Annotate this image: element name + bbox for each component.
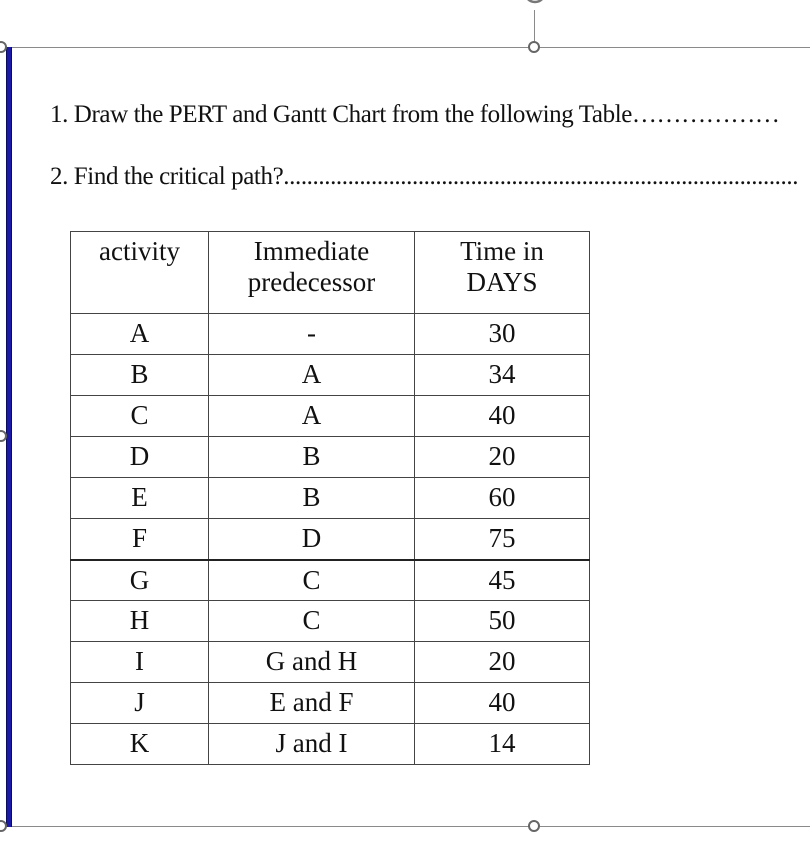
question-2: 2. Find the critical path?........................................................................................: [50, 163, 799, 190]
header-time: [415, 232, 590, 314]
cell-activity: J: [71, 683, 209, 724]
cell-activity: H: [71, 601, 209, 642]
table-row: [71, 396, 590, 437]
rotate-handle-stem: [534, 10, 535, 42]
cell-activity: D: [71, 437, 209, 478]
cell-time: 20: [415, 642, 590, 683]
table-row: [71, 519, 590, 560]
cell-activity: B: [71, 355, 209, 396]
table-row: [71, 642, 590, 683]
header-time-line2: DAYS: [466, 267, 538, 298]
cell-predecessor: E and F: [209, 683, 415, 724]
resize-handle-top-middle[interactable]: [528, 41, 540, 53]
cell-activity: K: [71, 724, 209, 765]
cell-time: 34: [415, 355, 590, 396]
cell-predecessor: C: [209, 560, 415, 601]
cell-predecessor: B: [209, 478, 415, 519]
table-row: [71, 601, 590, 642]
cell-predecessor: G and H: [209, 642, 415, 683]
selection-frame-top: [0, 47, 810, 48]
table-row: [71, 683, 590, 724]
rotate-icon[interactable]: [520, 0, 550, 10]
header-predecessor: [209, 232, 415, 314]
cell-activity: G: [71, 560, 209, 601]
cell-time: 75: [415, 519, 590, 560]
header-time-line1: Time in: [460, 236, 544, 266]
cell-predecessor: A: [209, 396, 415, 437]
cell-activity: C: [71, 396, 209, 437]
table-row: [71, 478, 590, 519]
header-predecessor-line1: Immediate: [253, 236, 370, 266]
cell-time: 40: [415, 396, 590, 437]
cell-predecessor: D: [209, 519, 415, 560]
selection-frame-bottom: [0, 826, 810, 827]
header-activity: [71, 232, 209, 314]
cell-time: 50: [415, 601, 590, 642]
cell-predecessor: J and I: [209, 724, 415, 765]
question-1: 1. Draw the PERT and Gantt Chart from the following Table………………: [50, 101, 780, 128]
cell-time: 30: [415, 314, 590, 355]
cell-time: 14: [415, 724, 590, 765]
cell-predecessor: B: [209, 437, 415, 478]
cell-predecessor: -: [209, 314, 415, 355]
table-header-row: [71, 232, 590, 314]
table-row: [71, 437, 590, 478]
table-row: [71, 560, 590, 601]
cell-activity: F: [71, 519, 209, 560]
cell-predecessor: C: [209, 601, 415, 642]
resize-handle-bottom-left[interactable]: [0, 820, 7, 832]
cell-time: 60: [415, 478, 590, 519]
table-row: [71, 314, 590, 355]
header-predecessor-line2: predecessor: [247, 267, 376, 298]
cell-predecessor: A: [209, 355, 415, 396]
cell-activity: I: [71, 642, 209, 683]
cell-activity: E: [71, 478, 209, 519]
cell-time: 40: [415, 683, 590, 724]
table-row: [71, 355, 590, 396]
table-row: [71, 724, 590, 765]
cell-time: 20: [415, 437, 590, 478]
cell-time: 45: [415, 560, 590, 601]
activity-table: [70, 231, 590, 765]
resize-handle-bottom-middle[interactable]: [528, 820, 540, 832]
cell-activity: A: [71, 314, 209, 355]
header-activity-label: activity: [99, 236, 180, 266]
